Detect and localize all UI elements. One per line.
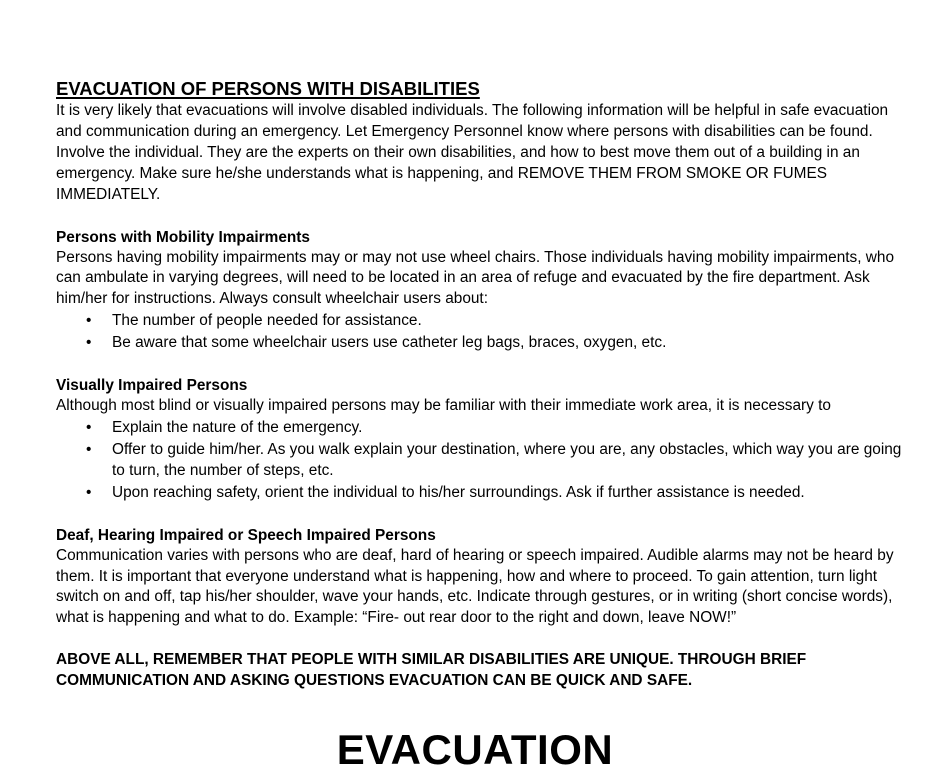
bullet-icon: •	[86, 312, 92, 330]
section-heading-mobility: Persons with Mobility Impairments	[56, 228, 310, 246]
intro-paragraph: It is very likely that evacuations will involve disabled individuals. The following information will be helpful in safe evacuation and communication during an emergency. Let Emergency Personnel know where persons with disabilities can be found. Involve the individual. They are the experts on their own disabilities, and how to best move them out of a building in an emergency. Make sure he/she understands what is happening, and REMOVE THEM FROM SMOKE OR FUMES IMMEDIATELY.	[56, 102, 889, 203]
bullet-icon: •	[86, 483, 92, 501]
mobility-bullet-list	[56, 311, 906, 354]
list-item	[56, 418, 906, 439]
section-hearing	[56, 525, 906, 630]
section-heading-visual: Visually Impaired Persons	[56, 377, 248, 395]
bullet-icon: •	[86, 334, 92, 352]
list-item-text: The number of people needed for assistance.	[112, 312, 422, 330]
list-item-text: Upon reaching safety, orient the individual to his/her surroundings. Ask if further assistance is needed.	[112, 483, 805, 501]
bullet-icon: •	[86, 440, 92, 458]
document-page	[56, 78, 906, 691]
list-item-text: Offer to guide him/her. As you walk explain your destination, where you are, any obstacles, which way you are going to turn, the number of steps, etc.	[112, 440, 902, 479]
section-visual	[56, 375, 906, 504]
section-heading-hearing: Deaf, Hearing Impaired or Speech Impaired Persons	[56, 526, 436, 544]
hearing-paragraph: Communication varies with persons who are deaf, hard of hearing or speech impaired. Audible alarms may not be heard by them. It is important that everyone understand what is happening, how and where to proceed. To gain attention, turn light switch on and off, tap his/her shoulder, wave your hands, etc. Indicate through gestures, or in writing (short concise words), what is happening and what to do. Example: “Fire- out rear door to the right and down, leave NOW!”	[56, 546, 894, 627]
list-item	[56, 440, 906, 482]
list-item	[56, 483, 906, 504]
list-item-text: Be aware that some wheelchair users use catheter leg bags, braces, oxygen, etc.	[112, 334, 667, 352]
list-item	[56, 333, 906, 354]
evacuation-heading: EVACUATION	[336, 726, 614, 773]
list-item	[56, 311, 906, 332]
visual-paragraph: Although most blind or visually impaired persons may be familiar with their immediate work area, it is necessary to	[56, 397, 831, 415]
closing-statement: ABOVE ALL, REMEMBER THAT PEOPLE WITH SIMILAR DISABILITIES ARE UNIQUE. THROUGH BRIEF COMMUNICATION AND ASKING QUESTIONS EVACUATION CAN BE QUICK AND SAFE.	[56, 651, 807, 690]
document-title: EVACUATION OF PERSONS WITH DISABILITIES	[56, 78, 480, 99]
visual-bullet-list	[56, 418, 906, 504]
bullet-icon: •	[86, 418, 92, 436]
section-mobility	[56, 227, 906, 355]
mobility-paragraph: Persons having mobility impairments may or may not use wheel chairs. Those individuals having mobility impairments, who can ambulate in varying degrees, will need to be located in an area of refuge and evacuated by the fire department. Ask him/her for instructions. Always consult wheelchair users about:	[56, 248, 895, 308]
list-item-text: Explain the nature of the emergency.	[112, 418, 363, 436]
